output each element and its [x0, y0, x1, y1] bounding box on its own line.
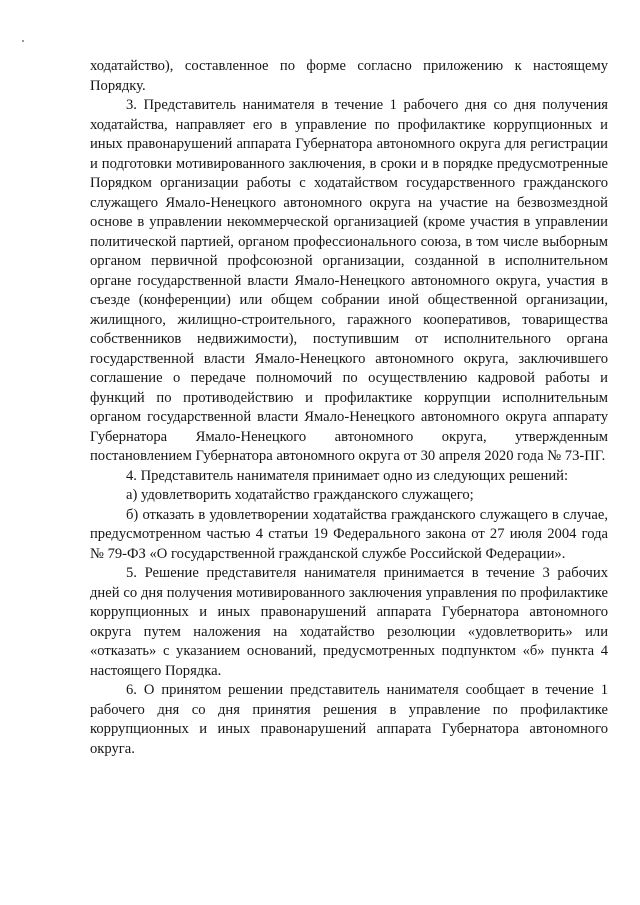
paragraph-item-4a: а) удовлетворить ходатайство гражданского служащего; [126, 487, 474, 503]
scan-dot [22, 40, 24, 42]
paragraph-item-6: 6. О принятом решении представитель нанимателя сообщает в течение 1 рабочего дня со дня принятия решения в управление по профилактике коррупционных и иных правонарушений аппарата Губернатора автономного округа. [90, 682, 608, 757]
paragraph-item-5: 5. Решение представителя нанимателя принимается в течение 3 рабочих дней со дня получения мотивированного заключения управления по профилактике коррупционных и иных правонарушений аппарата Губернатора автономного округа путем наложения на ходатайство резолюции «удовлетворить» или «отказать» с указанием оснований, предусмотренных подпунктом «б» пункта 4 настоящего Порядка. [90, 565, 608, 679]
paragraph-item-4b: б) отказать в удовлетворении ходатайства гражданского служащего в случае, предусмотренном частью 4 статьи 19 Федерального закона от 27 июля 2004 года № 79-ФЗ «О государственной гражданской службе Российской Федерации». [90, 506, 608, 562]
paragraph-continuation: ходатайство), составленное по форме согласно приложению к настоящему Порядку. [90, 58, 608, 94]
paragraph-item-3: 3. Представитель нанимателя в течение 1 рабочего дня со дня получения ходатайства, направляет его в управление по профилактике коррупционных и иных правонарушений аппарата Губернатора автономного округа для регистрации и подготовки мотивированного заключения, в сроки и в порядке предусмотренные Порядком организации работы с ходатайством государственного гражданского служащего Ямало-Ненецкого автономного округа на участие на безвозмездной основе в управлении некоммерческой организацией (кроме участия в управлении политической партией, органом профессионального союза, в том числе выборным органом первичной профсоюзной организации, созданной в исполнительном органе государственной власти Ямало-Ненецкого автономного округа, участия в съезде (конференции) или общем собрании иной общественной организации, жилищного, жилищно-строительного, гаражного кооперативов, товарищества собственников недвижимости), поступившим от исполнительного органа государственной власти Ямало-Ненецкого автономного округа, заключившего соглашение о передаче полномочий по осуществлению кадровой работы и функций по противодействию и профилактике коррупции исполнительным органом государственной власти Ямало-Ненецкого автономного округа аппарату Губернатора Ямало-Ненецкого автономного округа, утвержденным постановлением Губернатора автономного округа от 30 апреля 2020 года № 73-ПГ. [90, 97, 608, 464]
paragraph-item-4: 4. Представитель нанимателя принимает одно из следующих решений: [126, 467, 569, 484]
